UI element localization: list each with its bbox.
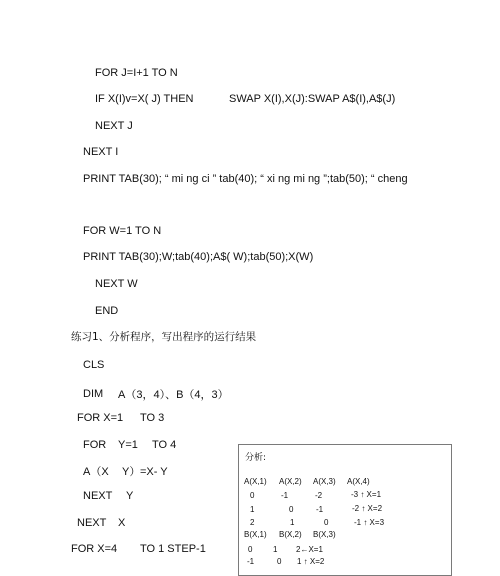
b-cell: -1 bbox=[247, 557, 255, 566]
exercise-heading: 练习1、分析程序，写出程序的运行结果 bbox=[71, 331, 257, 343]
code-line-for-j: FOR J=I+1 TO N bbox=[95, 67, 178, 79]
code-line-next-y: NEXT bbox=[83, 490, 113, 502]
a-cell: -3 ↑ X=1 bbox=[351, 490, 382, 499]
code-line-cls: CLS bbox=[83, 359, 105, 371]
code-line-print-header: PRINT TAB(30); “ mi ng ci ” tab(40); “ xi ng mi ng ”;tab(50); “ cheng bbox=[83, 173, 408, 185]
code-line-for-x-desc: FOR X=4 bbox=[71, 543, 118, 555]
code-line-next-w: NEXT W bbox=[95, 278, 138, 290]
b-cell: 0 bbox=[248, 545, 253, 554]
a-cell: -2 ↑ X=2 bbox=[352, 504, 383, 513]
code-line-assign-a-y: Y） bbox=[122, 466, 141, 478]
analysis-title: 分析: bbox=[245, 453, 267, 463]
code-line-for-y-init: Y=1 bbox=[118, 439, 138, 451]
a-cell: 0 bbox=[289, 505, 294, 514]
a-header: A(X,3) bbox=[313, 477, 336, 486]
a-cell: 1 bbox=[250, 505, 255, 514]
b-cell: 2←X=1 bbox=[296, 545, 323, 554]
code-line-next-x-var: X bbox=[118, 517, 126, 529]
b-header: B(X,3) bbox=[313, 530, 336, 539]
code-line-swap: SWAP X(I),X(J):SWAP A$(I),A$(J) bbox=[229, 93, 396, 105]
code-line-for-x-desc-to: TO 1 STEP-1 bbox=[140, 543, 206, 555]
code-line-for-w: FOR W=1 TO N bbox=[83, 225, 162, 237]
b-header: B(X,1) bbox=[244, 530, 267, 539]
a-header: A(X,4) bbox=[347, 477, 370, 486]
a-cell: -1 ↑ X=3 bbox=[354, 518, 385, 527]
a-cell: 0 bbox=[250, 491, 255, 500]
b-header: B(X,2) bbox=[279, 530, 302, 539]
code-line-next-i: NEXT I bbox=[83, 146, 119, 158]
code-line-for-x-to: TO 3 bbox=[140, 412, 165, 424]
a-header: A(X,1) bbox=[244, 477, 267, 486]
code-line-end: END bbox=[95, 305, 119, 317]
code-line-if: IF X(I)v=X( J) THEN bbox=[95, 93, 194, 105]
code-line-next-j: NEXT J bbox=[95, 120, 133, 132]
code-line-next-x: NEXT bbox=[77, 517, 107, 529]
code-line-dim: DIM bbox=[83, 388, 104, 400]
a-header: A(X,2) bbox=[279, 477, 302, 486]
a-cell: -1 bbox=[281, 491, 289, 500]
a-cell: -2 bbox=[315, 491, 323, 500]
a-cell: -1 bbox=[316, 505, 324, 514]
a-cell: 0 bbox=[324, 518, 329, 527]
a-cell: 2 bbox=[250, 518, 255, 527]
code-line-for-x: FOR X=1 bbox=[77, 412, 124, 424]
b-cell: 0 bbox=[277, 557, 282, 566]
b-cell: 1 ↑ X=2 bbox=[297, 557, 325, 566]
code-line-assign-a-expr: =X- Y bbox=[140, 466, 168, 478]
b-cell: 1 bbox=[273, 545, 278, 554]
analysis-box bbox=[238, 444, 452, 576]
code-line-dim-args: A（3，4）、B（4，3） bbox=[118, 389, 229, 401]
code-line-for-y-to: TO 4 bbox=[152, 439, 177, 451]
code-line-for-y: FOR bbox=[83, 439, 107, 451]
code-line-assign-a: A（X bbox=[83, 466, 109, 478]
a-cell: 1 bbox=[290, 518, 295, 527]
code-line-next-y-var: Y bbox=[126, 490, 134, 502]
code-line-print-w: PRINT TAB(30);W;tab(40);A$( W);tab(50);X(W) bbox=[83, 251, 314, 263]
